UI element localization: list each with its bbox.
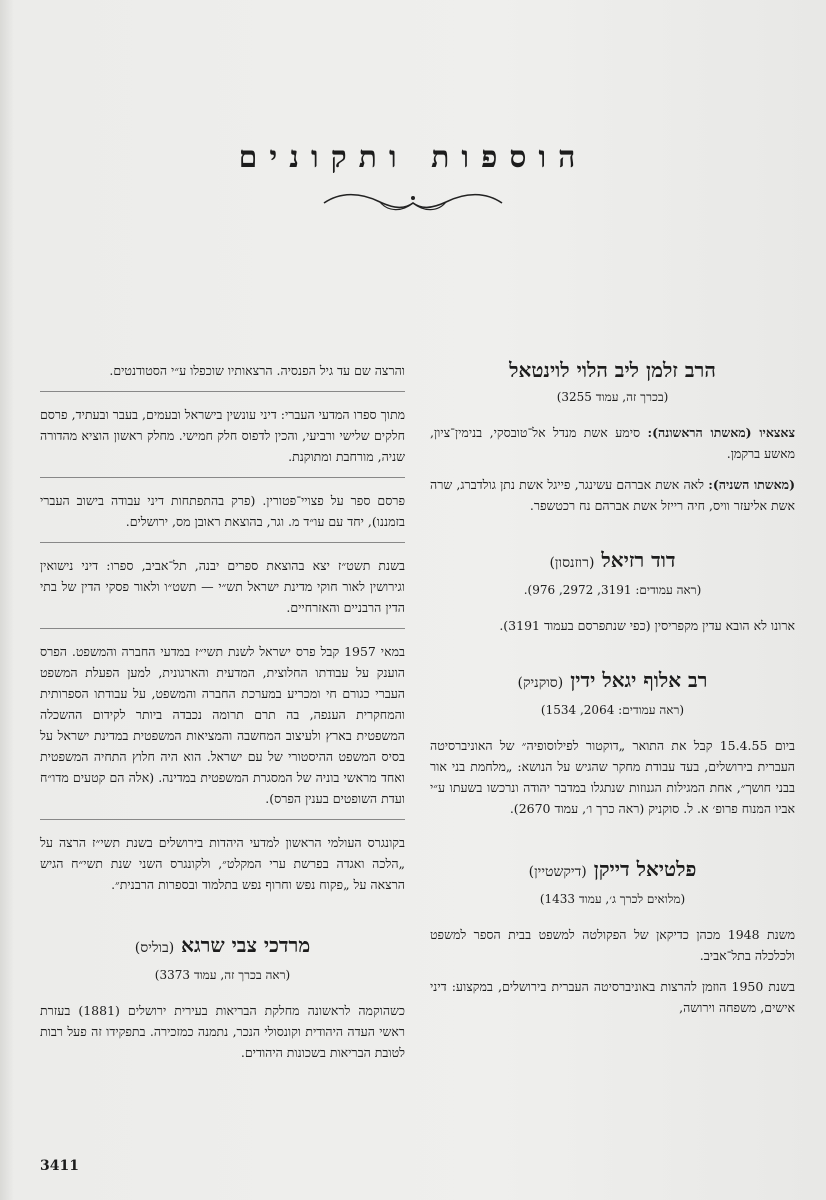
entry-name: [430, 550, 795, 574]
entry-name: [430, 670, 795, 694]
entry-reference: (ראה עמודים: 2064, 1534): [540, 703, 685, 717]
entry-name-text: מרדכי צבי שרגא: [181, 933, 311, 957]
continuation-paragraph: פרסם ספר על פצויי־פטורין. (פרק בהתפתחות דיני עבודה בישוב העברי בזמננו), יחד עם עו״ד מ. וגר, בהוצאת ראובן מס, ירושלים.: [40, 493, 405, 529]
page-title: הוספות ותקונים: [238, 140, 588, 175]
continuation-paragraph: במאי 1957 קבל פרס ישראל לשנת תשי״ז במדעי החברה והמשפט. הפרס הוענק על עבודתו החלוצית, המדעית והארגונית, למען הפעלת המשפט העברי כגורם חי ומכריע במערכת החברה והמשפט, על עבודתו הספרותית והמחקרית הענפה, בה תרם תרומה נכבדה ביותר לקידום ההשכלה המשפטית בארץ ולעיצוב המחשבה והמציאות המשפטית במדינת ישראל על בסיס המשפט ההיסטורי של עם ישראל. הוא היה חלוץ התחיה המשפטית ואחד מראשי בוניה של המסגרת המשפטית במדינה. (אלה הם קטעים מדו״ח ועדת השופטים בענין הפרס).: [40, 644, 406, 806]
entry-name-tag: (סוקניק): [517, 675, 564, 691]
entry-paragraph: [430, 474, 795, 516]
entry-name: [430, 859, 795, 883]
entry-name: הרב זלמן ליב הלוי לוינטאל: [509, 358, 716, 382]
entry-name-tag: (רוזנסון): [549, 555, 595, 571]
entry-name-text: פלטיאל דייקן: [593, 857, 697, 881]
entry-reference: (מלואים לכרך ג׳, עמוד 1433): [539, 892, 686, 906]
entry-yadin: [430, 670, 795, 819]
continuation-paragraph: מתוך ספרו המדעי העברי: דיני עונשין בישראל ובעמים, בעבר ובעתיד, פרסם חלקים שלישי ורביעי, והכין לדפוס חלק חמישי. מחלק ראשון הוציא מהדורה שניה, מורחבת ומתוקנת.: [40, 407, 405, 464]
paragraph-divider: [40, 819, 405, 820]
paragraph-text: לאה אשת אברהם עשינגר, פייגל אשת נתן גולדברג, שרה אשת אליעזר וויס, חיה רייזל אשת אברהם נח רכטשפר.: [430, 477, 795, 513]
entry-paragraph: [430, 422, 795, 464]
entry-name-text: רב אלוף יגאל ידין: [570, 668, 708, 692]
paragraph-divider: [40, 391, 405, 392]
continuation-paragraph: בשנת תשט״ז יצא בהוצאת ספרים יבנה, תל־אביב, ספרו: דיני נישואין וגירושין לאור חוקי מדינת ישראל תש״י — תשט״ו ולאור פסקי הדין של בתי הדין הרבניים והאזרחיים.: [40, 558, 405, 615]
entry-paragraph: בשנת 1950 הוזמן להרצות באוניברסיטה העברית בירושלים, במקצוע: דיני אישים, משפחה וירושה,: [430, 979, 795, 1015]
entry-daykan: [430, 859, 795, 1018]
entry-name-tag: (דיקשטיין): [528, 864, 587, 880]
paragraph-text: סימע אשת מנדל אל־טובסקי, בנימין־ציון, מאשע ברקמן.: [430, 425, 795, 461]
left-column: [40, 360, 405, 1073]
entry-paragraph: משנת 1948 מכהן כדיקאן של הפקולטה למשפט בבית הספר למשפט ולכלכלה בתל־אביב.: [430, 927, 795, 963]
entry-reference: (ראה בכרך זה, עמוד 3373): [154, 968, 291, 982]
paragraph-divider: [40, 477, 405, 478]
entry-shraga: [40, 935, 405, 1063]
continuation-paragraph: בקונגרס העולמי הראשון למדעי היהדות בירושלים בשנת תשי״ז הרצה על „הלכה ואגדה בפרשת ערי המקלט״, ולקונגרס השני שנת תשי״ח הגיש הרצאה על „פקוח נפש וחרוף נפש בתלמוד ובספרות הרבנית״.: [40, 835, 405, 892]
entry-levinthal: [430, 360, 795, 516]
title-flourish-ornament: [320, 190, 506, 216]
entry-paragraph: כשהוקמה לראשונה מחלקת הבריאות בעירית ירושלים (1881) בעזרת ראשי העדה היהודית וקונסולי הנכר, נתמנה כמזכירה. בתפקידו זה פעל רבות לטובת הבריאות בשכונות היהודים.: [40, 1003, 405, 1060]
entry-name-text: דוד רזיאל: [601, 548, 676, 572]
paragraph-heading: (מאשתו השניה):: [708, 477, 795, 492]
page-number: 3411: [40, 1158, 79, 1174]
continuation-paragraph: והרצה שם עד גיל הפנסיה. הרצאותיו שוכפלו ע״י הסטודנטים.: [109, 363, 405, 378]
paragraph-heading: צאצאיו (מאשתו הראשונה):: [647, 425, 795, 440]
entry-paragraph: ארונו לא הובא עדין מקפריסין (כפי שנתפרסם בעמוד 3191).: [499, 618, 795, 633]
paragraph-divider: [40, 542, 405, 543]
right-column: [430, 360, 795, 1028]
entry-raziel: [430, 550, 795, 636]
entry-paragraph: ביום 15.4.55 קבל את התואר „דוקטור לפילוסופיה״ של האוניברסיטה העברית בירושלים, בעד עבודת מחקר שהגיש על הנושא: „מלחמת בני אור בבני חושך״, אחת המגילות הגנוזות שנתגלו במדבר יהודה ונרכשו בשעתו ע״י אביו המנוח פרופ׳ א. ל. סוקניק (ראה כרך ו׳, עמוד 2670).: [430, 738, 796, 816]
entry-reference: (בכרך זה, עמוד 3255): [556, 390, 669, 404]
paragraph-divider: [40, 628, 405, 629]
entry-name: [40, 935, 405, 959]
entry-reference: (ראה עמודים: 3191, 2972, 976).: [523, 583, 702, 597]
entry-name-tag: (בוליס): [134, 940, 175, 956]
